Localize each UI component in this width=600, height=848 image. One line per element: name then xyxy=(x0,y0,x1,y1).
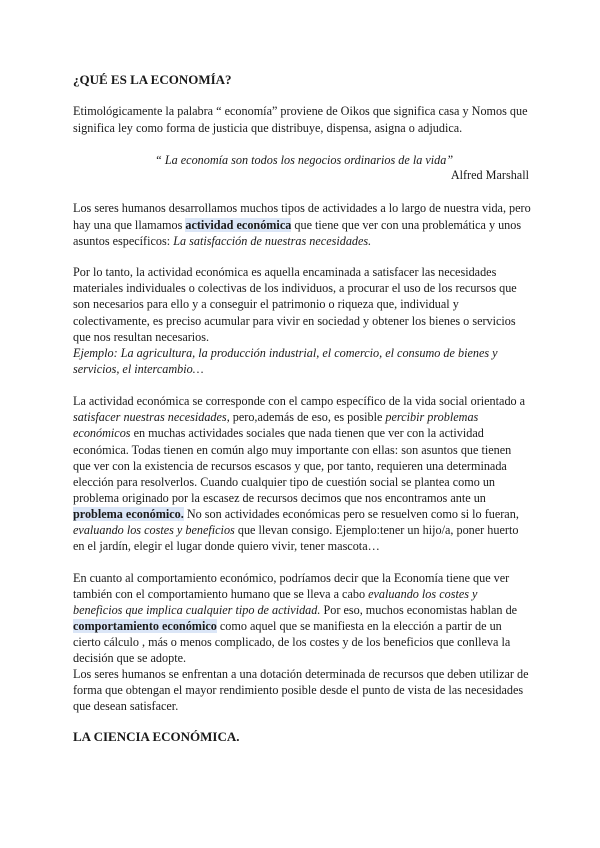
text-run: también con el comportamiento humano que se lleva a cabo xyxy=(73,587,369,601)
text-run: Por eso, muchos economistas hablan de xyxy=(320,603,518,617)
highlighted-term-actividad-economica: actividad económica xyxy=(185,218,292,232)
example-line: servicios, el intercambio… xyxy=(73,362,204,376)
paragraph-line: decisión que se adopte. xyxy=(73,651,187,665)
paragraph-line: Los seres humanos se enfrentan a una dotación determinada de recursos que deben utilizar de xyxy=(73,667,529,681)
paragraph-line xyxy=(73,409,478,425)
paragraph-line: colectivamente, es preciso acumular para vivir en sociedad y obtener los bienes o servicios xyxy=(73,314,516,328)
italic-text: percibir problemas xyxy=(385,410,479,424)
italic-text: evaluando los costes y beneficios xyxy=(73,523,235,537)
quote-text: “ La economía son todos los negocios ordinarios de la vida” xyxy=(155,153,454,167)
paragraph-line: En cuanto al comportamiento económico, podríamos decir que la Economía tiene que ver xyxy=(73,571,510,585)
heading-la-ciencia-economica: LA CIENCIA ECONÓMICA. xyxy=(73,729,240,744)
paragraph-line xyxy=(73,425,484,441)
italic-text: satisfacer nuestras necesidades xyxy=(73,410,227,424)
paragraph-line: elección para resolverlos. Cuando cualquier tipo de cuestión social se plantea como un xyxy=(73,475,496,489)
paragraph-line: significa ley como forma de justicia que distribuye, dispensa, asigna o adjudica. xyxy=(73,121,463,135)
paragraph-line: Por lo tanto, la actividad económica es aquella encaminada a satisfacer las necesidades xyxy=(73,265,497,279)
text-run: que tiene que ver con una problemática y unos xyxy=(291,218,522,232)
text-run: asuntos específicos: xyxy=(73,234,174,248)
highlighted-term-problema-economico: problema económico. xyxy=(73,507,184,521)
paragraph-line: materiales individuales o colectivas de los individuos, a procurar el uso de los recursos que xyxy=(73,281,517,295)
italic-text: beneficios que implica cualquier tipo de actividad. xyxy=(73,603,321,617)
paragraph-line: que ver con la existencia de recursos escasos y que, por tanto, requieren una determinada xyxy=(73,459,507,473)
paragraph-line xyxy=(73,618,502,634)
text-run: No son actividades económicas pero se resuelven como si lo fueran, xyxy=(183,507,519,521)
paragraph-line: que nos resultan necesarios. xyxy=(73,330,210,344)
paragraph-line xyxy=(73,233,371,249)
italic-text: económicos xyxy=(73,426,131,440)
paragraph-line: que desean satisfacer. xyxy=(73,699,179,713)
paragraph-line: en el jardín, elegir el lugar donde quiero vivir, tener mascota… xyxy=(73,539,380,553)
italic-text: evaluando los costes y xyxy=(368,587,478,601)
paragraph-line: cierto cálculo , más o menos complicado, de los costes y de los beneficios que conlleva la xyxy=(73,635,511,649)
text-run: en muchas actividades sociales que nada tienen que ver con la actividad xyxy=(130,426,484,440)
paragraph-line xyxy=(73,217,521,233)
example-line: Ejemplo: La agricultura, la producción industrial, el comercio, el consumo de bienes y xyxy=(73,346,498,360)
paragraph-line: Etimológicamente la palabra “ economía” proviene de Oikos que significa casa y Nomos que xyxy=(73,104,528,118)
paragraph-line: La actividad económica se corresponde con el campo específico de la vida social orientado a xyxy=(73,394,526,408)
heading-que-es-la-economia: ¿QUÉ ES LA ECONOMÍA? xyxy=(73,72,232,87)
paragraph-line: forma que obtengan el mayor rendimiento posible desde el punto de vista de las necesidades xyxy=(73,683,524,697)
paragraph-line xyxy=(73,522,518,538)
paragraph-line: Los seres humanos desarrollamos muchos tipos de actividades a lo largo de nuestra vida, pero xyxy=(73,201,531,215)
paragraph-line xyxy=(73,506,519,522)
text-run: que llevan consigo. Ejemplo:tener un hijo/a, poner huerto xyxy=(234,523,519,537)
highlighted-term-comportamiento-economico: comportamiento económico xyxy=(73,619,217,633)
paragraph-line: son necesarios para ello y a conseguir el patrimonio o riqueza que, individual y xyxy=(73,297,459,311)
italic-text: La satisfacción de nuestras necesidades. xyxy=(173,234,372,248)
quote-author: Alfred Marshall xyxy=(450,168,529,182)
paragraph-line xyxy=(73,602,517,618)
paragraph-line: económica. Todas tienen en común algo muy importante con ellas: son asuntos que tienen xyxy=(73,443,512,457)
paragraph-line xyxy=(73,586,477,602)
paragraph-line: problema originado por la escasez de recursos decimos que nos encontramos ante un xyxy=(73,491,486,505)
text-run: hay una que llamamos xyxy=(73,218,186,232)
text-run: como aquel que se manifiesta en la elección a partir de un xyxy=(216,619,502,633)
text-run: , pero,además de eso, es posible xyxy=(226,410,386,424)
